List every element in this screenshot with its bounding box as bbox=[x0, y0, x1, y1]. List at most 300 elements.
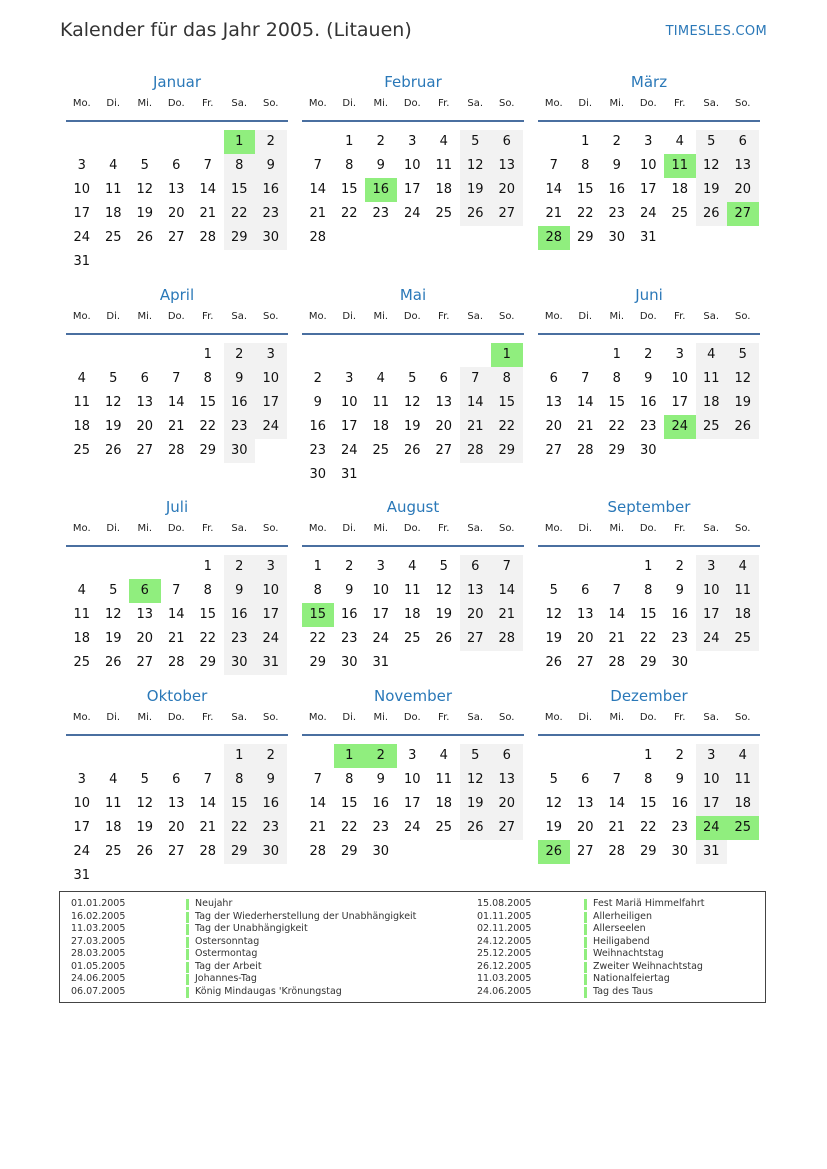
day-cell[interactable]: 4 bbox=[439, 748, 448, 763]
day-cell[interactable]: 13 bbox=[576, 607, 594, 622]
day-cell[interactable]: 15 bbox=[576, 182, 594, 197]
holiday-day-cell[interactable]: 1 bbox=[224, 130, 256, 154]
day-cell[interactable]: 7 bbox=[203, 158, 212, 173]
day-cell[interactable]: 26 bbox=[460, 202, 492, 226]
day-cell[interactable]: 4 bbox=[77, 371, 86, 386]
day-cell[interactable]: 4 bbox=[376, 371, 385, 386]
day-cell[interactable]: 3 bbox=[345, 371, 354, 386]
day-cell[interactable]: 20 bbox=[491, 792, 523, 816]
day-cell[interactable]: 10 bbox=[696, 768, 728, 792]
day-cell[interactable]: 7 bbox=[172, 371, 181, 386]
day-cell[interactable]: 12 bbox=[727, 367, 759, 391]
day-cell[interactable]: 5 bbox=[696, 130, 728, 154]
day-cell[interactable]: 25 bbox=[696, 415, 728, 439]
day-cell[interactable]: 25 bbox=[104, 844, 122, 859]
day-cell[interactable]: 14 bbox=[460, 391, 492, 415]
day-cell[interactable]: 22 bbox=[639, 631, 657, 646]
day-cell[interactable]: 23 bbox=[224, 415, 256, 439]
day-cell[interactable]: 8 bbox=[313, 583, 322, 598]
day-cell[interactable]: 2 bbox=[345, 559, 354, 574]
day-cell[interactable]: 27 bbox=[136, 443, 154, 458]
day-cell[interactable]: 26 bbox=[696, 202, 728, 226]
day-cell[interactable]: 16 bbox=[671, 796, 689, 811]
day-cell[interactable]: 1 bbox=[612, 347, 621, 362]
day-cell[interactable]: 22 bbox=[199, 631, 217, 646]
day-cell[interactable]: 26 bbox=[136, 230, 154, 245]
day-cell[interactable]: 3 bbox=[408, 134, 417, 149]
day-cell[interactable]: 10 bbox=[340, 395, 358, 410]
day-cell[interactable]: 10 bbox=[403, 772, 421, 787]
day-cell[interactable]: 13 bbox=[491, 768, 523, 792]
day-cell[interactable]: 19 bbox=[460, 178, 492, 202]
day-cell[interactable]: 23 bbox=[671, 631, 689, 646]
day-cell[interactable]: 5 bbox=[140, 158, 149, 173]
day-cell[interactable]: 21 bbox=[608, 820, 626, 835]
day-cell[interactable]: 1 bbox=[224, 744, 256, 768]
day-cell[interactable]: 1 bbox=[644, 748, 653, 763]
day-cell[interactable]: 12 bbox=[460, 154, 492, 178]
day-cell[interactable]: 11 bbox=[104, 796, 122, 811]
day-cell[interactable]: 16 bbox=[372, 796, 390, 811]
day-cell[interactable]: 9 bbox=[675, 583, 684, 598]
day-cell[interactable]: 28 bbox=[491, 627, 523, 651]
holiday-day-cell[interactable]: 28 bbox=[538, 226, 570, 250]
day-cell[interactable]: 2 bbox=[376, 134, 385, 149]
day-cell[interactable]: 14 bbox=[608, 796, 626, 811]
day-cell[interactable]: 8 bbox=[644, 772, 653, 787]
day-cell[interactable]: 13 bbox=[435, 395, 453, 410]
day-cell[interactable]: 9 bbox=[255, 768, 287, 792]
day-cell[interactable]: 27 bbox=[167, 230, 185, 245]
day-cell[interactable]: 28 bbox=[608, 844, 626, 859]
day-cell[interactable]: 23 bbox=[309, 443, 327, 458]
day-cell[interactable]: 4 bbox=[77, 583, 86, 598]
day-cell[interactable]: 14 bbox=[608, 607, 626, 622]
day-cell[interactable]: 23 bbox=[224, 627, 256, 651]
day-cell[interactable]: 6 bbox=[491, 744, 523, 768]
day-cell[interactable]: 16 bbox=[224, 603, 256, 627]
day-cell[interactable]: 10 bbox=[255, 367, 287, 391]
day-cell[interactable]: 1 bbox=[345, 134, 354, 149]
day-cell[interactable]: 30 bbox=[255, 840, 287, 864]
day-cell[interactable]: 30 bbox=[309, 467, 327, 482]
day-cell[interactable]: 8 bbox=[224, 154, 256, 178]
day-cell[interactable]: 29 bbox=[199, 443, 217, 458]
day-cell[interactable]: 29 bbox=[639, 655, 657, 670]
day-cell[interactable]: 22 bbox=[309, 631, 327, 646]
day-cell[interactable]: 9 bbox=[313, 395, 322, 410]
day-cell[interactable]: 10 bbox=[372, 583, 390, 598]
day-cell[interactable]: 3 bbox=[77, 772, 86, 787]
day-cell[interactable]: 15 bbox=[224, 792, 256, 816]
day-cell[interactable]: 30 bbox=[224, 651, 256, 675]
day-cell[interactable]: 27 bbox=[491, 202, 523, 226]
day-cell[interactable]: 17 bbox=[255, 603, 287, 627]
day-cell[interactable]: 16 bbox=[340, 607, 358, 622]
day-cell[interactable]: 12 bbox=[403, 395, 421, 410]
day-cell[interactable]: 3 bbox=[675, 347, 684, 362]
day-cell[interactable]: 28 bbox=[460, 439, 492, 463]
day-cell[interactable]: 7 bbox=[172, 583, 181, 598]
day-cell[interactable]: 14 bbox=[576, 395, 594, 410]
day-cell[interactable]: 7 bbox=[581, 371, 590, 386]
day-cell[interactable]: 24 bbox=[403, 206, 421, 221]
day-cell[interactable]: 10 bbox=[255, 579, 287, 603]
day-cell[interactable]: 12 bbox=[104, 395, 122, 410]
day-cell[interactable]: 29 bbox=[309, 655, 327, 670]
day-cell[interactable]: 7 bbox=[313, 772, 322, 787]
day-cell[interactable]: 23 bbox=[639, 419, 657, 434]
day-cell[interactable]: 28 bbox=[167, 443, 185, 458]
day-cell[interactable]: 5 bbox=[727, 343, 759, 367]
day-cell[interactable]: 31 bbox=[73, 868, 91, 883]
day-cell[interactable]: 24 bbox=[639, 206, 657, 221]
day-cell[interactable]: 19 bbox=[104, 419, 122, 434]
day-cell[interactable]: 27 bbox=[491, 816, 523, 840]
day-cell[interactable]: 27 bbox=[576, 655, 594, 670]
day-cell[interactable]: 14 bbox=[545, 182, 563, 197]
day-cell[interactable]: 30 bbox=[608, 230, 626, 245]
day-cell[interactable]: 12 bbox=[460, 768, 492, 792]
day-cell[interactable]: 19 bbox=[403, 419, 421, 434]
day-cell[interactable]: 6 bbox=[727, 130, 759, 154]
day-cell[interactable]: 2 bbox=[255, 744, 287, 768]
day-cell[interactable]: 5 bbox=[140, 772, 149, 787]
day-cell[interactable]: 3 bbox=[255, 555, 287, 579]
day-cell[interactable]: 13 bbox=[576, 796, 594, 811]
day-cell[interactable]: 30 bbox=[340, 655, 358, 670]
day-cell[interactable]: 28 bbox=[309, 230, 327, 245]
day-cell[interactable]: 10 bbox=[73, 182, 91, 197]
day-cell[interactable]: 28 bbox=[199, 230, 217, 245]
day-cell[interactable]: 1 bbox=[581, 134, 590, 149]
day-cell[interactable]: 18 bbox=[671, 182, 689, 197]
day-cell[interactable]: 11 bbox=[435, 772, 453, 787]
day-cell[interactable]: 3 bbox=[255, 343, 287, 367]
day-cell[interactable]: 29 bbox=[491, 439, 523, 463]
day-cell[interactable]: 10 bbox=[696, 579, 728, 603]
day-cell[interactable]: 15 bbox=[224, 178, 256, 202]
day-cell[interactable]: 9 bbox=[224, 579, 256, 603]
day-cell[interactable]: 21 bbox=[576, 419, 594, 434]
day-cell[interactable]: 23 bbox=[372, 820, 390, 835]
day-cell[interactable]: 31 bbox=[340, 467, 358, 482]
day-cell[interactable]: 7 bbox=[313, 158, 322, 173]
day-cell[interactable]: 4 bbox=[408, 559, 417, 574]
day-cell[interactable]: 15 bbox=[199, 395, 217, 410]
day-cell[interactable]: 15 bbox=[639, 796, 657, 811]
day-cell[interactable]: 16 bbox=[608, 182, 626, 197]
day-cell[interactable]: 1 bbox=[313, 559, 322, 574]
day-cell[interactable]: 9 bbox=[612, 158, 621, 173]
day-cell[interactable]: 11 bbox=[73, 395, 91, 410]
day-cell[interactable]: 3 bbox=[376, 559, 385, 574]
day-cell[interactable]: 29 bbox=[608, 443, 626, 458]
day-cell[interactable]: 17 bbox=[639, 182, 657, 197]
day-cell[interactable]: 6 bbox=[549, 371, 558, 386]
day-cell[interactable]: 9 bbox=[675, 772, 684, 787]
day-cell[interactable]: 12 bbox=[136, 796, 154, 811]
day-cell[interactable]: 8 bbox=[612, 371, 621, 386]
day-cell[interactable]: 24 bbox=[403, 820, 421, 835]
day-cell[interactable]: 19 bbox=[104, 631, 122, 646]
day-cell[interactable]: 17 bbox=[696, 792, 728, 816]
day-cell[interactable]: 23 bbox=[372, 206, 390, 221]
day-cell[interactable]: 25 bbox=[435, 206, 453, 221]
day-cell[interactable]: 5 bbox=[460, 744, 492, 768]
day-cell[interactable]: 28 bbox=[167, 655, 185, 670]
day-cell[interactable]: 3 bbox=[408, 748, 417, 763]
day-cell[interactable]: 18 bbox=[435, 182, 453, 197]
day-cell[interactable]: 15 bbox=[340, 796, 358, 811]
day-cell[interactable]: 2 bbox=[612, 134, 621, 149]
day-cell[interactable]: 25 bbox=[73, 655, 91, 670]
day-cell[interactable]: 6 bbox=[172, 772, 181, 787]
day-cell[interactable]: 17 bbox=[671, 395, 689, 410]
day-cell[interactable]: 5 bbox=[549, 772, 558, 787]
day-cell[interactable]: 12 bbox=[696, 154, 728, 178]
day-cell[interactable]: 20 bbox=[136, 419, 154, 434]
day-cell[interactable]: 11 bbox=[727, 768, 759, 792]
day-cell[interactable]: 11 bbox=[696, 367, 728, 391]
day-cell[interactable]: 14 bbox=[167, 607, 185, 622]
day-cell[interactable]: 16 bbox=[309, 419, 327, 434]
day-cell[interactable]: 4 bbox=[727, 555, 759, 579]
day-cell[interactable]: 31 bbox=[255, 651, 287, 675]
day-cell[interactable]: 11 bbox=[435, 158, 453, 173]
day-cell[interactable]: 30 bbox=[255, 226, 287, 250]
holiday-day-cell[interactable]: 15 bbox=[302, 603, 334, 627]
day-cell[interactable]: 6 bbox=[491, 130, 523, 154]
day-cell[interactable]: 1 bbox=[203, 347, 212, 362]
day-cell[interactable]: 24 bbox=[255, 415, 287, 439]
day-cell[interactable]: 3 bbox=[696, 555, 728, 579]
day-cell[interactable]: 2 bbox=[255, 130, 287, 154]
day-cell[interactable]: 21 bbox=[199, 206, 217, 221]
holiday-day-cell[interactable]: 1 bbox=[334, 744, 366, 768]
day-cell[interactable]: 21 bbox=[199, 820, 217, 835]
holiday-day-cell[interactable]: 27 bbox=[727, 202, 759, 226]
day-cell[interactable]: 22 bbox=[639, 820, 657, 835]
day-cell[interactable]: 27 bbox=[576, 844, 594, 859]
day-cell[interactable]: 16 bbox=[255, 178, 287, 202]
day-cell[interactable]: 26 bbox=[460, 816, 492, 840]
day-cell[interactable]: 12 bbox=[545, 796, 563, 811]
day-cell[interactable]: 9 bbox=[644, 371, 653, 386]
day-cell[interactable]: 24 bbox=[73, 844, 91, 859]
day-cell[interactable]: 30 bbox=[639, 443, 657, 458]
day-cell[interactable]: 25 bbox=[671, 206, 689, 221]
day-cell[interactable]: 18 bbox=[435, 796, 453, 811]
day-cell[interactable]: 17 bbox=[73, 820, 91, 835]
day-cell[interactable]: 20 bbox=[136, 631, 154, 646]
day-cell[interactable]: 18 bbox=[104, 820, 122, 835]
day-cell[interactable]: 8 bbox=[203, 583, 212, 598]
holiday-day-cell[interactable]: 24 bbox=[696, 816, 728, 840]
day-cell[interactable]: 3 bbox=[696, 744, 728, 768]
day-cell[interactable]: 2 bbox=[675, 559, 684, 574]
day-cell[interactable]: 26 bbox=[545, 655, 563, 670]
day-cell[interactable]: 21 bbox=[167, 631, 185, 646]
day-cell[interactable]: 26 bbox=[435, 631, 453, 646]
day-cell[interactable]: 14 bbox=[309, 796, 327, 811]
day-cell[interactable]: 25 bbox=[104, 230, 122, 245]
day-cell[interactable]: 31 bbox=[696, 840, 728, 864]
day-cell[interactable]: 29 bbox=[639, 844, 657, 859]
day-cell[interactable]: 14 bbox=[199, 182, 217, 197]
day-cell[interactable]: 17 bbox=[372, 607, 390, 622]
day-cell[interactable]: 22 bbox=[224, 202, 256, 226]
day-cell[interactable]: 29 bbox=[340, 844, 358, 859]
day-cell[interactable]: 26 bbox=[727, 415, 759, 439]
day-cell[interactable]: 31 bbox=[73, 254, 91, 269]
day-cell[interactable]: 2 bbox=[675, 748, 684, 763]
day-cell[interactable]: 20 bbox=[491, 178, 523, 202]
day-cell[interactable]: 16 bbox=[255, 792, 287, 816]
day-cell[interactable]: 15 bbox=[608, 395, 626, 410]
day-cell[interactable]: 20 bbox=[576, 820, 594, 835]
day-cell[interactable]: 8 bbox=[345, 772, 354, 787]
day-cell[interactable]: 21 bbox=[309, 820, 327, 835]
day-cell[interactable]: 18 bbox=[696, 391, 728, 415]
day-cell[interactable]: 17 bbox=[403, 796, 421, 811]
day-cell[interactable]: 27 bbox=[167, 844, 185, 859]
day-cell[interactable]: 6 bbox=[581, 772, 590, 787]
day-cell[interactable]: 7 bbox=[612, 772, 621, 787]
day-cell[interactable]: 13 bbox=[545, 395, 563, 410]
day-cell[interactable]: 15 bbox=[340, 182, 358, 197]
day-cell[interactable]: 15 bbox=[199, 607, 217, 622]
day-cell[interactable]: 13 bbox=[136, 607, 154, 622]
day-cell[interactable]: 11 bbox=[104, 182, 122, 197]
site-logo[interactable]: TIMESLES.COM bbox=[665, 24, 767, 39]
day-cell[interactable]: 24 bbox=[255, 627, 287, 651]
holiday-day-cell[interactable]: 24 bbox=[664, 415, 696, 439]
day-cell[interactable]: 11 bbox=[403, 583, 421, 598]
day-cell[interactable]: 18 bbox=[104, 206, 122, 221]
day-cell[interactable]: 19 bbox=[136, 820, 154, 835]
day-cell[interactable]: 30 bbox=[224, 439, 256, 463]
day-cell[interactable]: 12 bbox=[545, 607, 563, 622]
day-cell[interactable]: 22 bbox=[199, 419, 217, 434]
day-cell[interactable]: 18 bbox=[73, 419, 91, 434]
day-cell[interactable]: 26 bbox=[104, 443, 122, 458]
day-cell[interactable]: 15 bbox=[491, 391, 523, 415]
day-cell[interactable]: 15 bbox=[639, 607, 657, 622]
day-cell[interactable]: 19 bbox=[727, 391, 759, 415]
day-cell[interactable]: 23 bbox=[255, 202, 287, 226]
day-cell[interactable]: 23 bbox=[671, 820, 689, 835]
day-cell[interactable]: 14 bbox=[491, 579, 523, 603]
day-cell[interactable]: 5 bbox=[460, 130, 492, 154]
day-cell[interactable]: 23 bbox=[608, 206, 626, 221]
day-cell[interactable]: 10 bbox=[671, 371, 689, 386]
day-cell[interactable]: 28 bbox=[309, 844, 327, 859]
day-cell[interactable]: 19 bbox=[696, 178, 728, 202]
holiday-day-cell[interactable]: 26 bbox=[538, 840, 570, 864]
day-cell[interactable]: 9 bbox=[345, 583, 354, 598]
day-cell[interactable]: 11 bbox=[372, 395, 390, 410]
day-cell[interactable]: 21 bbox=[167, 419, 185, 434]
holiday-day-cell[interactable]: 11 bbox=[664, 154, 696, 178]
day-cell[interactable]: 9 bbox=[376, 772, 385, 787]
day-cell[interactable]: 28 bbox=[199, 844, 217, 859]
day-cell[interactable]: 19 bbox=[435, 607, 453, 622]
day-cell[interactable]: 18 bbox=[403, 607, 421, 622]
day-cell[interactable]: 4 bbox=[109, 772, 118, 787]
day-cell[interactable]: 27 bbox=[545, 443, 563, 458]
day-cell[interactable]: 12 bbox=[435, 583, 453, 598]
day-cell[interactable]: 27 bbox=[136, 655, 154, 670]
day-cell[interactable]: 17 bbox=[255, 391, 287, 415]
day-cell[interactable]: 23 bbox=[255, 816, 287, 840]
day-cell[interactable]: 20 bbox=[460, 603, 492, 627]
day-cell[interactable]: 26 bbox=[403, 443, 421, 458]
day-cell[interactable]: 8 bbox=[581, 158, 590, 173]
day-cell[interactable]: 20 bbox=[727, 178, 759, 202]
day-cell[interactable]: 4 bbox=[675, 134, 684, 149]
day-cell[interactable]: 25 bbox=[372, 443, 390, 458]
day-cell[interactable]: 7 bbox=[549, 158, 558, 173]
day-cell[interactable]: 9 bbox=[224, 367, 256, 391]
day-cell[interactable]: 5 bbox=[109, 583, 118, 598]
day-cell[interactable]: 5 bbox=[408, 371, 417, 386]
day-cell[interactable]: 22 bbox=[576, 206, 594, 221]
day-cell[interactable]: 4 bbox=[696, 343, 728, 367]
day-cell[interactable]: 24 bbox=[340, 443, 358, 458]
day-cell[interactable]: 20 bbox=[435, 419, 453, 434]
day-cell[interactable]: 2 bbox=[224, 343, 256, 367]
day-cell[interactable]: 25 bbox=[73, 443, 91, 458]
day-cell[interactable]: 22 bbox=[224, 816, 256, 840]
day-cell[interactable]: 22 bbox=[491, 415, 523, 439]
day-cell[interactable]: 21 bbox=[545, 206, 563, 221]
day-cell[interactable]: 4 bbox=[439, 134, 448, 149]
day-cell[interactable]: 22 bbox=[608, 419, 626, 434]
day-cell[interactable]: 13 bbox=[727, 154, 759, 178]
holiday-day-cell[interactable]: 6 bbox=[129, 579, 161, 603]
holiday-day-cell[interactable]: 1 bbox=[491, 343, 523, 367]
day-cell[interactable]: 31 bbox=[372, 655, 390, 670]
day-cell[interactable]: 7 bbox=[491, 555, 523, 579]
day-cell[interactable]: 3 bbox=[77, 158, 86, 173]
day-cell[interactable]: 28 bbox=[576, 443, 594, 458]
day-cell[interactable]: 8 bbox=[345, 158, 354, 173]
day-cell[interactable]: 14 bbox=[309, 182, 327, 197]
day-cell[interactable]: 12 bbox=[136, 182, 154, 197]
day-cell[interactable]: 30 bbox=[671, 655, 689, 670]
day-cell[interactable]: 17 bbox=[403, 182, 421, 197]
day-cell[interactable]: 30 bbox=[671, 844, 689, 859]
day-cell[interactable]: 22 bbox=[340, 820, 358, 835]
day-cell[interactable]: 29 bbox=[576, 230, 594, 245]
day-cell[interactable]: 18 bbox=[727, 792, 759, 816]
day-cell[interactable]: 27 bbox=[435, 443, 453, 458]
day-cell[interactable]: 2 bbox=[644, 347, 653, 362]
day-cell[interactable]: 7 bbox=[460, 367, 492, 391]
day-cell[interactable]: 21 bbox=[460, 415, 492, 439]
day-cell[interactable]: 16 bbox=[224, 391, 256, 415]
day-cell[interactable]: 6 bbox=[460, 555, 492, 579]
day-cell[interactable]: 14 bbox=[167, 395, 185, 410]
day-cell[interactable]: 29 bbox=[224, 226, 256, 250]
day-cell[interactable]: 6 bbox=[581, 583, 590, 598]
day-cell[interactable]: 5 bbox=[549, 583, 558, 598]
day-cell[interactable]: 20 bbox=[167, 206, 185, 221]
day-cell[interactable]: 10 bbox=[639, 158, 657, 173]
day-cell[interactable]: 13 bbox=[460, 579, 492, 603]
day-cell[interactable]: 14 bbox=[199, 796, 217, 811]
